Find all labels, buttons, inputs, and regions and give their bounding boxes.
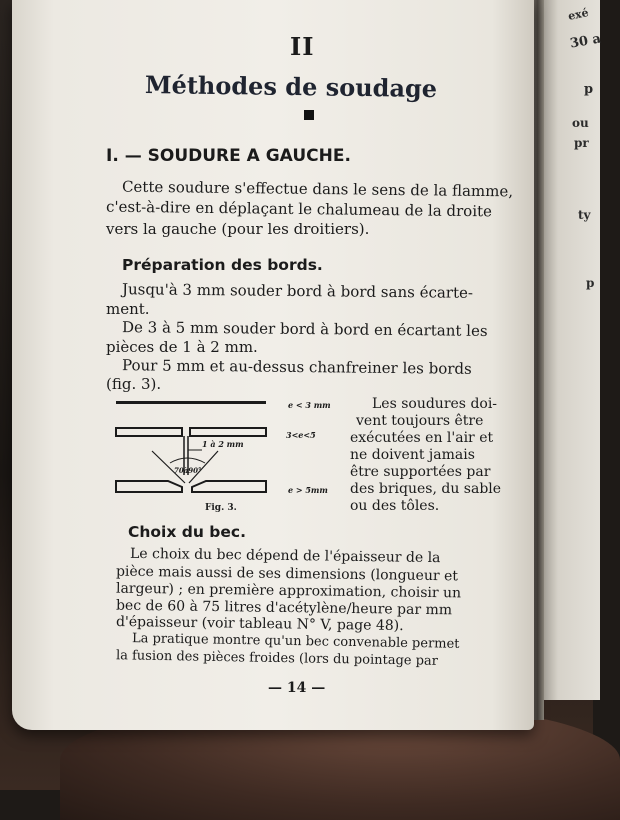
intro-line: vers la gauche (pour les droitiers). <box>106 220 370 238</box>
thin-label: e < 3 mm <box>288 400 331 410</box>
figure-caption: Fig. 3. <box>205 503 237 513</box>
intro-line: c'est-à-dire en déplaçant le chalumeau de la droite <box>105 197 493 221</box>
mid-plate-left <box>116 428 182 436</box>
preparation-line: Jusqu'à 3 mm souder bord à bord sans écarte- <box>121 280 474 302</box>
thin-plate <box>116 401 266 404</box>
bec-line: largeur) ; en première approximation, choisir un <box>115 580 462 602</box>
right-page-fragment: p <box>586 276 595 290</box>
chamfered-plate-right <box>192 481 266 492</box>
chapter-title: Méthodes de soudage <box>144 69 438 104</box>
gap-label: 1 à 2 mm <box>202 439 244 449</box>
preparation-line: (fig. 3). <box>106 375 162 393</box>
figure-3-diagram <box>110 395 360 520</box>
mid-label: 3<e<5 <box>286 430 316 440</box>
side-note-line: Les soudures doi- <box>372 396 498 412</box>
bec-line: d'épaisseur (voir tableau N° V, page 48). <box>115 613 404 635</box>
right-page-fragment: ty <box>578 208 591 222</box>
preparation-line: ment. <box>106 300 150 318</box>
right-page <box>540 0 603 700</box>
angle-label: 70à90° <box>174 466 202 475</box>
title-ornament <box>304 110 314 120</box>
intro-line: Cette soudure s'effectue dans le sens de la flamme, <box>121 177 514 201</box>
right-page-fragment: 30 a <box>568 31 603 52</box>
preparation-heading: Préparation des bords. <box>122 256 323 274</box>
chapter-number: II <box>290 32 315 61</box>
side-note-line: ou des tôles. <box>350 498 440 514</box>
mid-plate-right <box>190 428 266 436</box>
preparation-line: pièces de 1 à 2 mm. <box>106 338 258 356</box>
bec-line: bec de 60 à 75 litres d'acétylène/heure par mm <box>115 597 453 619</box>
bec-heading: Choix du bec. <box>128 523 246 541</box>
side-note-line: exécutées en l'air et <box>350 430 494 446</box>
side-note-line: vent toujours être <box>356 413 484 429</box>
preparation-line: De 3 à 5 mm souder bord à bord en écartant les <box>121 318 488 340</box>
right-page-fragment: ou <box>572 116 589 130</box>
right-page-fragment: p <box>584 82 594 97</box>
thick-label: e > 5mm <box>288 485 328 495</box>
right-page-fragment: exé <box>566 6 590 23</box>
right-page-fragment: pr <box>574 136 589 150</box>
bec-line: la fusion des pièces froides (lors du pointage par <box>115 648 439 669</box>
bec-line: pièce mais aussi de ses dimensions (longueur et <box>115 563 459 585</box>
page-number: — 14 — <box>268 680 326 696</box>
side-note-line: ne doivent jamais <box>350 447 475 463</box>
section-heading: I. — SOUDURE A GAUCHE. <box>106 146 351 166</box>
bec-line: Le choix du bec dépend de l'épaisseur de la <box>129 545 441 567</box>
bec-line: La pratique montre qu'un bec convenable permet <box>131 631 460 652</box>
chamfered-plate-left <box>116 481 182 492</box>
side-note-line: être supportées par <box>350 464 491 480</box>
preparation-line: Pour 5 mm et au-dessus chanfreiner les bords <box>121 356 472 378</box>
side-note-line: des briques, du sable <box>350 481 502 497</box>
